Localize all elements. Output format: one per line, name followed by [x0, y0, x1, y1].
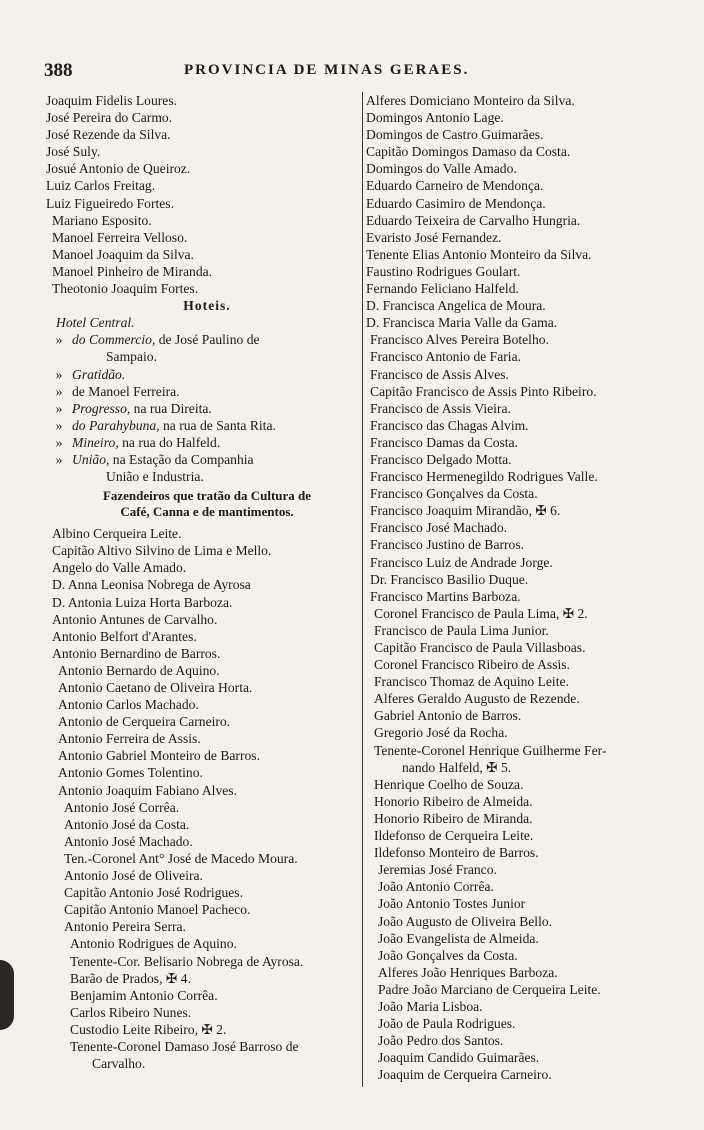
hotel-entry: [46, 331, 368, 348]
name-entry: Eduardo Carneiro de Mendonça.: [366, 178, 544, 194]
name-entry: D. Francisca Maria Valle da Gama.: [366, 315, 558, 331]
hotel-continuation: Sampaio.: [106, 349, 157, 365]
name-entry: Antonio Joaquim Fabiano Alves.: [58, 782, 237, 798]
name-entry: Joaquim Fidelis Loures.: [46, 93, 178, 108]
name-entry: Angelo do Valle Amado.: [52, 560, 187, 576]
name-continuation: nando Halfeld, ✠ 5.: [402, 759, 512, 775]
page-number: 388: [44, 60, 73, 81]
fazendeiros-heading-line1: Fazendeiros que tratão da Cultura de: [102, 488, 312, 504]
name-entry: Antonio Carlos Machado.: [58, 697, 199, 713]
hotel-text: [72, 417, 276, 434]
name-entry: Domingos de Castro Guimarães.: [366, 127, 544, 143]
name-entry: José Pereira do Carmo.: [46, 110, 173, 126]
name-entry: Francisco das Chagas Alvim.: [370, 417, 529, 433]
name-entry: Francisco Antonio de Faria.: [370, 349, 522, 365]
name-entry: D. Antonia Luiza Horta Barboza.: [52, 594, 233, 610]
name-entry: João Augusto de Oliveira Bello.: [378, 913, 553, 929]
hotel-entry: [46, 400, 368, 417]
left-top-list: [46, 92, 368, 297]
name-entry: Antonio de Cerqueira Carneiro.: [58, 714, 231, 730]
name-entry: Gregorio José da Rocha.: [374, 725, 508, 741]
name-entry: Francisco Justino de Barros.: [370, 537, 525, 553]
name-entry: João Antonio Corrêa.: [378, 879, 494, 895]
name-entry: Fernando Feliciano Halfeld.: [366, 281, 519, 297]
ink-blot: [0, 960, 14, 1030]
name-entry: Francisco Damas da Costa.: [370, 434, 518, 450]
name-entry: Antonio Pereira Serra.: [64, 919, 186, 935]
fazendeiros-heading: [46, 488, 368, 520]
name-entry: João Maria Lisboa.: [378, 998, 483, 1014]
hotel-name: Mineiro,: [72, 434, 119, 450]
name-entry: Antonio Gomes Tolentino.: [58, 765, 203, 781]
ditto-mark: »: [55, 366, 63, 382]
name-entry: Ildefonso de Cerqueira Leite.: [374, 828, 534, 844]
ditto-mark: »: [55, 417, 63, 433]
name-entry: Faustino Rodrigues Goulart.: [366, 263, 521, 279]
name-entry: José Suly.: [46, 144, 101, 160]
name-entry: Francisco de Paula Lima Junior.: [374, 622, 549, 638]
hotel-text: [72, 331, 260, 348]
left-column: [46, 92, 368, 1072]
name-entry: Francisco Alves Pereira Botelho.: [370, 332, 549, 348]
name-entry: D. Anna Leonisa Nobrega de Ayrosa: [52, 577, 251, 593]
hotel-central: Hotel Central.: [56, 315, 135, 331]
name-entry: Gabriel Antonio de Barros.: [374, 708, 522, 724]
name-entry: Antonio Rodrigues de Aquino.: [70, 936, 237, 952]
right-column: [366, 92, 686, 1083]
name-entry: Antonio José da Costa.: [64, 816, 190, 832]
name-entry: Manoel Ferreira Velloso.: [52, 229, 188, 245]
name-entry: Eduardo Teixeira de Carvalho Hungria.: [366, 212, 581, 228]
name-entry: Francisco Martins Barboza.: [370, 588, 521, 604]
hotel-entry: [46, 434, 368, 451]
name-entry: João de Paula Rodrigues.: [378, 1016, 516, 1032]
name-entry: Theotonio Joaquim Fortes.: [52, 281, 199, 297]
name-entry: Francisco Hermenegildo Rodrigues Valle.: [370, 469, 598, 485]
name-entry: Francisco José Machado.: [370, 520, 508, 536]
ditto-mark: »: [55, 451, 63, 467]
name-entry: Alferes Geraldo Augusto de Rezende.: [374, 691, 580, 707]
hotel-name: Progresso,: [72, 400, 131, 416]
name-entry: D. Francisca Angelica de Moura.: [366, 298, 546, 314]
name-entry: Francisco de Assis Alves.: [370, 366, 509, 382]
hotel-detail: de Manoel Ferreira.: [72, 383, 180, 399]
name-entry: Francisco Gonçalves da Costa.: [370, 486, 538, 502]
hotel-entry: [46, 417, 368, 434]
name-entry: Albino Cerqueira Leite.: [52, 526, 182, 542]
name-entry: Antonio Caetano de Oliveira Horta.: [58, 680, 253, 695]
name-entry: Henrique Coelho de Souza.: [374, 776, 524, 792]
name-entry: Alferes Domiciano Monteiro da Silva.: [366, 93, 575, 108]
name-entry: Mariano Esposito.: [52, 212, 152, 228]
hotel-text: [72, 434, 220, 451]
name-entry: Ten.-Coronel Ant° José de Macedo Moura.: [64, 850, 298, 866]
ditto-mark: »: [55, 383, 63, 399]
name-entry: Francisco Joaquim Mirandão, ✠ 6.: [370, 503, 561, 519]
name-entry: Custodio Leite Ribeiro, ✠ 2.: [70, 1021, 227, 1037]
name-entry: Antonio Antunes de Carvalho.: [52, 611, 218, 627]
name-entry: Antonio Ferreira de Assis.: [58, 731, 201, 747]
name-entry: João Evangelista de Almeida.: [378, 930, 539, 946]
hotel-detail: na rua Direita.: [130, 400, 212, 416]
name-entry: Ildefonso Monteiro de Barros.: [374, 845, 539, 861]
name-entry: Dr. Francisco Basilio Duque.: [370, 571, 529, 587]
name-entry: Manoel Pinheiro de Miranda.: [52, 263, 213, 279]
name-entry: Alferes João Henriques Barboza.: [378, 964, 558, 980]
hotel-entry: [46, 383, 368, 400]
name-entry: Carlos Ribeiro Nunes.: [70, 1004, 192, 1020]
name-entry: Joaquim Candido Guimarães.: [378, 1050, 540, 1066]
name-entry: Eduardo Casimiro de Mendonça.: [366, 195, 546, 211]
hotels-list: [46, 331, 368, 485]
name-entry: João Antonio Tostes Junior: [378, 896, 526, 912]
hotel-detail: na Estação da Companhia: [109, 451, 254, 467]
hotel-text: [72, 383, 180, 400]
name-entry: Tenente Elias Antonio Monteiro da Silva.: [366, 246, 592, 262]
name-entry: Jeremias José Franco.: [378, 862, 497, 878]
hotel-detail: de José Paulino de: [155, 332, 260, 348]
hotel-name: do Commercio,: [72, 332, 156, 348]
name-continuation: Carvalho.: [92, 1056, 146, 1072]
name-entry: Capitão Altivo Silvino de Lima e Mello.: [52, 543, 272, 559]
hotel-detail: na rua de Santa Rita.: [159, 417, 276, 433]
name-entry: Capitão Antonio Manoel Pacheco.: [64, 902, 251, 918]
name-entry: Joaquim de Cerqueira Carneiro.: [378, 1067, 552, 1083]
hotel-entry: [46, 451, 368, 468]
hotel-text: [72, 451, 254, 468]
name-entry: Evaristo José Fernandez.: [366, 229, 502, 245]
hotel-name: Gratidão.: [72, 366, 126, 382]
name-entry: João Gonçalves da Costa.: [378, 947, 518, 963]
hotel-name: do Parahybuna,: [72, 417, 160, 433]
ditto-mark: »: [55, 434, 63, 450]
name-entry: Antonio Bernardino de Barros.: [52, 645, 221, 661]
name-entry: Antonio José Corrêa.: [64, 799, 180, 815]
running-title: PROVINCIA DE MINAS GERAES.: [184, 62, 470, 78]
name-entry: Francisco Luiz de Andrade Jorge.: [370, 554, 553, 570]
name-entry: Manoel Joaquim da Silva.: [52, 246, 194, 262]
name-entry: Josué Antonio de Queiroz.: [46, 161, 191, 177]
hotels-heading: Hoteis.: [183, 298, 231, 314]
fazendeiros-heading-line2: Café, Canna e de mantimentos.: [120, 504, 294, 520]
name-entry: Tenente-Coronel Henrique Guilherme Fer-: [374, 742, 607, 758]
name-entry: Honorio Ribeiro de Almeida.: [374, 793, 533, 809]
ditto-mark: »: [55, 400, 63, 416]
name-entry: Coronel Francisco Ribeiro de Assis.: [374, 657, 570, 673]
hotel-entry: [46, 366, 368, 383]
name-entry: Francisco de Assis Vieira.: [370, 400, 511, 416]
name-entry: Padre João Marciano de Cerqueira Leite.: [378, 981, 601, 997]
name-entry: Antonio Gabriel Monteiro de Barros.: [58, 748, 260, 764]
hotel-continuation: União e Industria.: [106, 469, 204, 485]
hotel-detail: na rua do Halfeld.: [118, 434, 221, 450]
name-entry: Coronel Francisco de Paula Lima, ✠ 2.: [374, 605, 588, 621]
name-entry: Capitão Francisco de Paula Villasboas.: [374, 640, 586, 655]
name-entry: Francisco Delgado Motta.: [370, 451, 512, 467]
name-entry: Domingos do Valle Amado.: [366, 161, 517, 177]
ditto-mark: »: [55, 332, 63, 348]
column-divider: [362, 92, 363, 1087]
page-header: [44, 60, 664, 82]
name-entry: Antonio José de Oliveira.: [64, 868, 203, 884]
name-entry: Capitão Domingos Damaso da Costa.: [366, 144, 571, 160]
name-entry: Benjamim Antonio Corrêa.: [70, 987, 218, 1003]
name-entry: Capitão Antonio José Rodrigues.: [64, 885, 243, 901]
name-entry: Luiz Figueiredo Fortes.: [46, 195, 174, 211]
name-entry: José Rezende da Silva.: [46, 127, 171, 143]
hotel-name: União,: [72, 451, 110, 467]
name-entry: Barão de Prados, ✠ 4.: [70, 970, 191, 986]
name-entry: João Pedro dos Santos.: [378, 1033, 504, 1049]
name-entry: Antonio José Machado.: [64, 833, 193, 849]
hotel-text: [72, 400, 212, 417]
hotel-text: [72, 366, 125, 383]
name-entry: Tenente-Cor. Belisario Nobrega de Ayrosa.: [70, 953, 304, 969]
right-name-list: [366, 92, 686, 1083]
name-entry: Antonio Bernardo de Aquino.: [58, 662, 220, 678]
name-entry: Antonio Belfort d'Arantes.: [52, 628, 197, 644]
name-entry: Tenente-Coronel Damaso José Barroso de: [70, 1038, 299, 1054]
name-entry: Domingos Antonio Lage.: [366, 110, 504, 126]
name-entry: Luiz Carlos Freitag.: [46, 178, 156, 194]
left-name-list: [46, 525, 368, 1072]
name-entry: Honorio Ribeiro de Miranda.: [374, 810, 533, 826]
name-entry: Francisco Thomaz de Aquino Leite.: [374, 674, 569, 690]
name-entry: Capitão Francisco de Assis Pinto Ribeiro.: [370, 383, 597, 399]
